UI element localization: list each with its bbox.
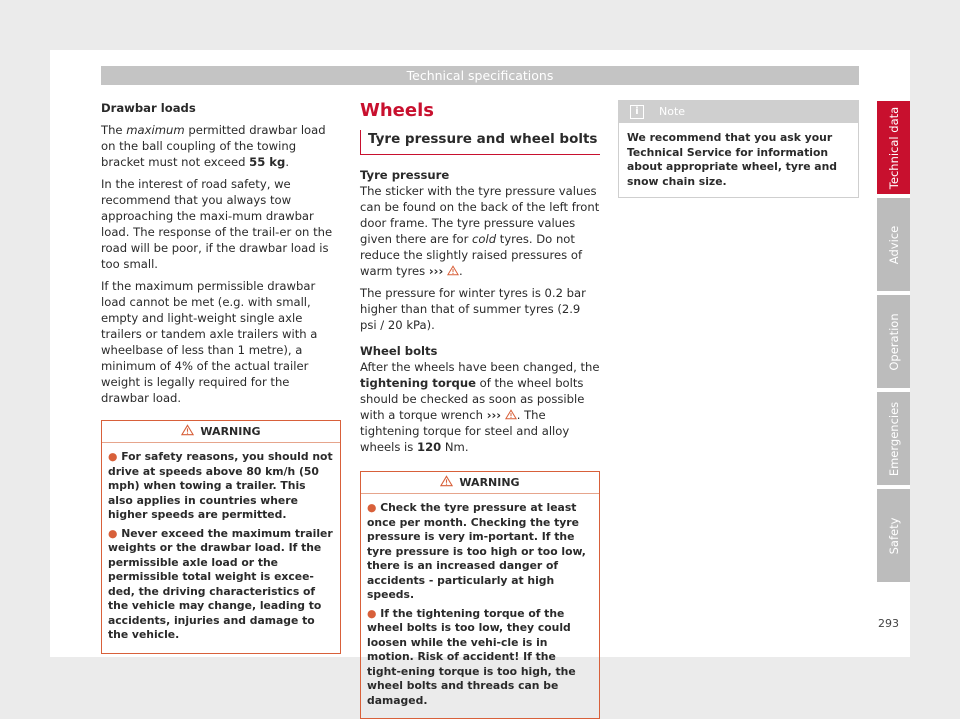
warning-box-body [361,494,599,718]
tab-label: Advice [886,225,901,264]
text-bold: 120 [417,440,442,454]
tyre-pressure-heading: Tyre pressure [360,168,450,182]
warning-item-text: For safety reasons, you should not drive at speeds above 80 km/h (50 mph) when towing a trailer. This also applies in countries where higher speeds are permitted. [108,450,333,521]
tyre-pressure-paragraph-2: The pressure for winter tyres is 0.2 bar higher than that of summer tyres (2.9 psi / 20 kPa). [360,286,586,332]
warning-item [367,501,593,603]
text: After the wheels have been changed, the [360,360,600,374]
text-emphasis: cold [472,232,497,246]
tab-label: Operation [886,312,901,371]
column-drawbar-loads [101,100,341,654]
wheel-bolts-paragraph [360,359,600,455]
text-bold: 55 kg [249,155,286,169]
text: . The tightening torque for steel and alloy wheels is [360,408,570,454]
tab-emergencies[interactable] [877,392,910,485]
tab-technical-data[interactable] [877,101,910,194]
tyre-pressure-paragraph-1: The sticker with the tyre pressure values can be found on the back of the left front door frame. The tyre pressure values given there are for cold tyres. Do not reduce the slightly raised pressures of warm tyres ››› . [360,184,600,278]
drawbar-paragraph-3: If the maximum permissible drawbar load cannot be met (e.g. with small, empty and light-weight single axle trailers or tandem axle trailers with a wheelbase of less than 1 metre), a minimum of 4% of the actual trailer weight is legally required for the drawbar load. [101,279,318,405]
text: Nm. [441,440,469,454]
warning-icon [447,265,459,276]
bullet-icon: ● [108,526,122,540]
text: The sticker with the tyre pressure values can be found on the back of the left front door frame. The tyre pressure values given there are for [360,184,600,246]
warning-box-header [102,421,340,443]
tab-advice[interactable] [877,198,910,291]
column-note [618,100,859,198]
info-icon: i [630,105,644,119]
warning-title: WARNING [459,476,520,489]
tab-label: Safety [886,517,901,554]
warning-title: WARNING [200,425,261,438]
warning-box-wheels [360,471,600,719]
chapter-title: Wheels [360,100,434,121]
note-box-header [619,101,858,123]
warning-icon [181,424,194,436]
cross-reference-arrow[interactable]: ››› [486,408,502,422]
bullet-icon: ● [108,450,122,463]
page-number: 293 [878,617,899,630]
text-bold: tightening torque [360,376,476,390]
bullet-icon: ● [367,501,381,514]
section-heading-drawbar: Drawbar loads [101,101,196,115]
drawbar-paragraph-1 [101,122,341,170]
wheel-bolts-heading: Wheel bolts [360,344,438,358]
warning-item-text: If the tightening torque of the wheel bolts is too low, they could loosen while the vehi-cle is in motion. Risk of accident! If the tight-ening torque is too high, the wheel bolts and threads can be damaged. [367,606,576,707]
warning-box-header [361,472,599,494]
section-subtitle: Tyre pressure and wheel bolts [360,130,600,155]
tab-label: Technical data [886,106,901,189]
bullet-icon: ● [367,606,381,620]
warning-item-text: Never exceed the maximum trailer weights or the drawbar load. If the permissible axle load or the permissible total weight is excee-ded, the driving characteristics of the vehicle may change, leading to accidents, injuries and damage to the vehicle. [108,526,333,641]
note-box [618,100,859,198]
page-header: Technical specifications [101,66,859,85]
note-text: We recommend that you ask your Technical Service for information about appropriate wheel, tyre and snow chain size. [627,131,837,188]
text: tyres. Do not reduce the slightly raised pressures of warm tyres [360,232,583,278]
text-emphasis: maximum [126,123,185,137]
warning-item [367,607,593,709]
tab-safety[interactable] [877,489,910,582]
column-wheels [360,100,600,719]
text: permitted drawbar load on the ball coupling of the towing bracket must not exceed [101,123,326,169]
warning-item [108,527,334,643]
tab-label: Emergencies [886,401,901,476]
tab-operation[interactable] [877,295,910,388]
warning-icon [505,409,517,420]
warning-box-drawbar [101,420,341,654]
text: The [101,123,127,137]
warning-icon [440,475,453,487]
warning-item [108,450,334,523]
warning-item-text: Check the tyre pressure at least once per month. Checking the tyre pressure is very im-portant. If the tyre pressure is too high or too low, there is an increased danger of accidents - particularly at high speeds. [367,501,586,601]
drawbar-paragraph-2: In the interest of road safety, we recommend that you always tow approaching the maxi-mum drawbar load. The response of the trail-er on the road will be poor, if the drawbar load is too small. [101,177,333,271]
text: . [285,155,290,169]
cross-reference-arrow[interactable]: ››› [428,264,444,278]
note-title: Note [659,105,686,118]
warning-box-body [102,443,340,653]
text: of the wheel bolts should be checked as soon as possible with a torque wrench [360,376,585,422]
